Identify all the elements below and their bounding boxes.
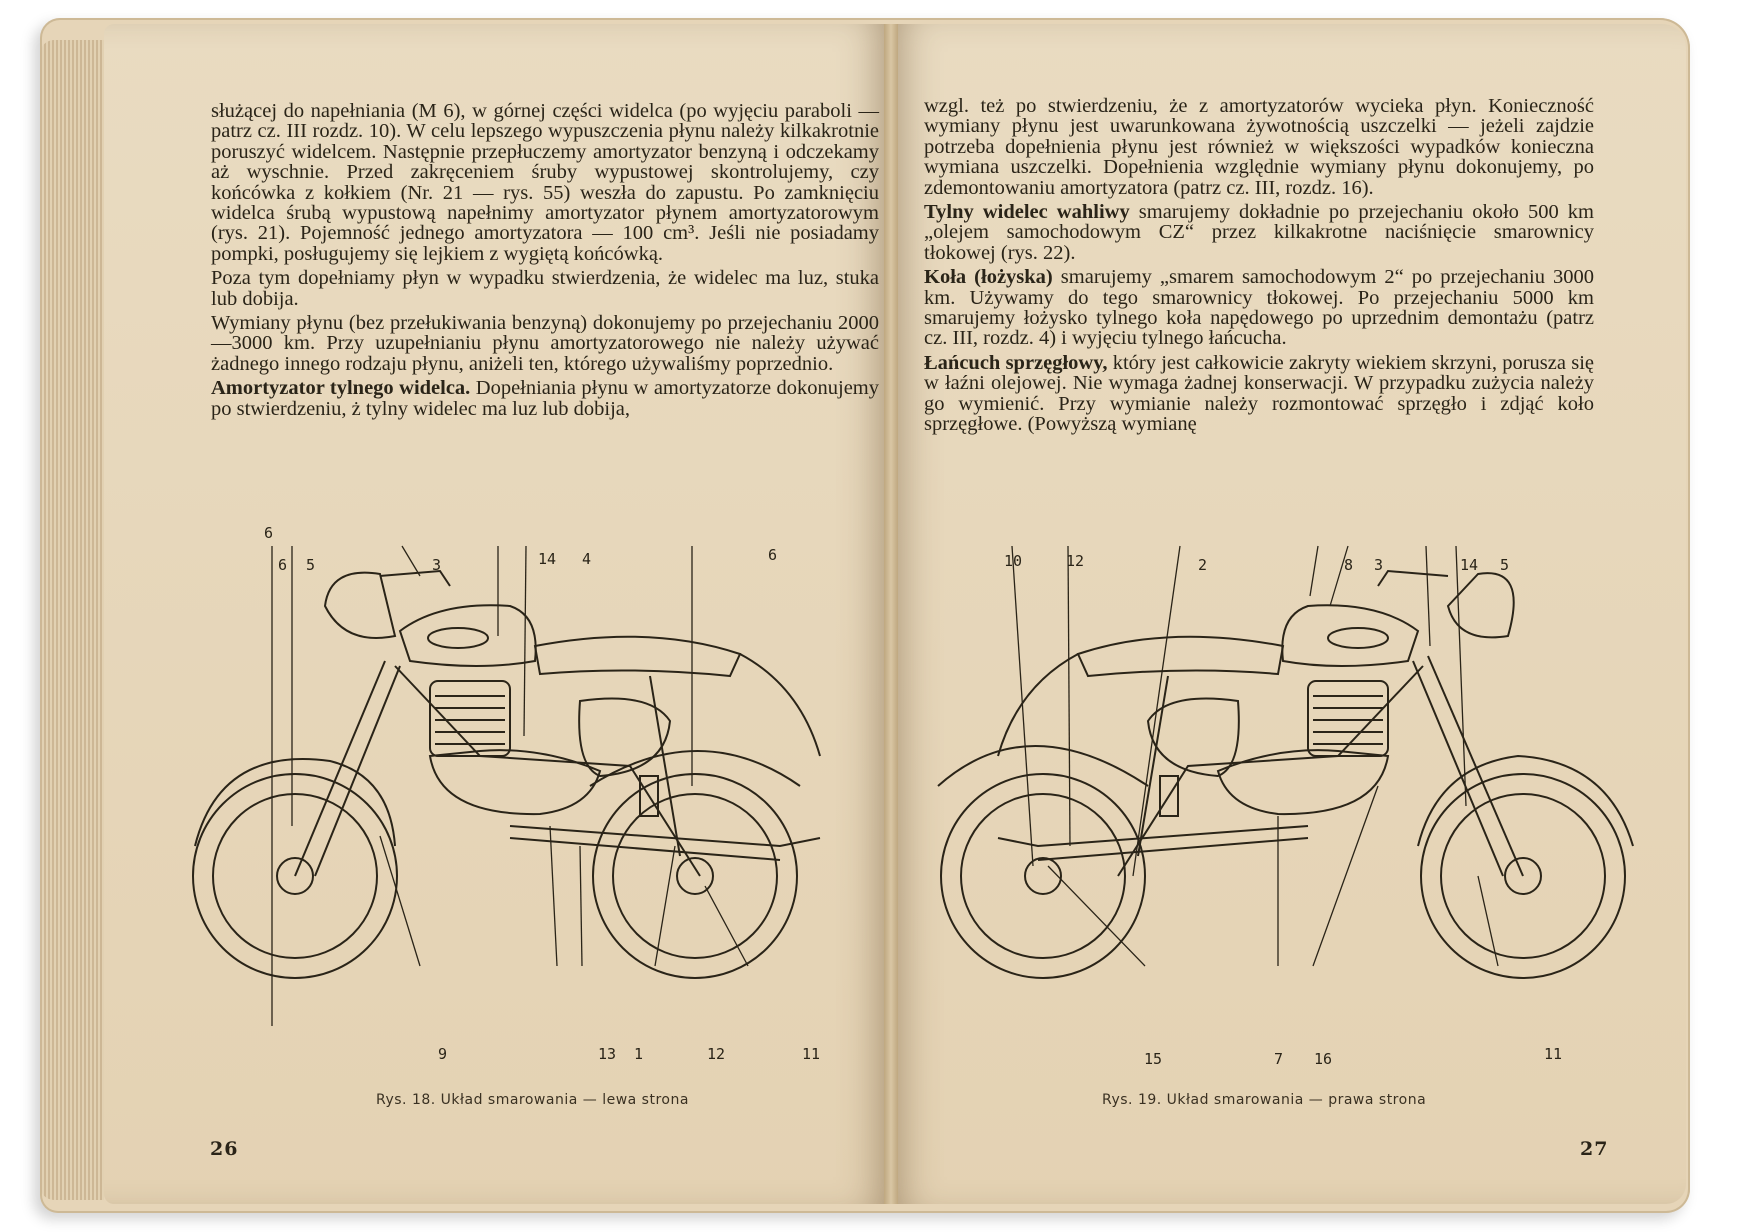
figure-caption: Rys. 19. Układ smarowania — prawa strona (1102, 1092, 1427, 1108)
callout-label: 11 (1544, 1045, 1563, 1063)
paragraph: służącej do napełniania (M 6), w górnej części widelca (po wyjęciu paraboli — patrz cz. III rozdz. 10). W celu lepszego wypuszczenia płynu należy kilkakrotnie poruszyć widelcem. Następnie przepłuczemy amortyzator benzyną i odczekamy aż wyschnie. Przed zakręceniem śruby wypustowej skontrolujemy, czy końcówka z kołkiem (Nr. 21 — rys. 55) weszła do zapustu. Po zamknięciu widelca śrubą wypustową napełnimy amortyzator płynem amortyzatorowym (rys. 21). Pojemność jednego amortyzatora — 100 cm³. Jeśli nie posiadamy pompki, posługujemy się lejkiem z wygiętą końcówką. (211, 100, 879, 265)
paragraph (924, 202, 1594, 263)
motorcycle-left-side-diagram (180, 524, 900, 1066)
callout-label: 13 (598, 1045, 617, 1063)
callout-label: 11 (802, 1045, 821, 1063)
left-page-text (211, 101, 879, 423)
callout-label: 9 (438, 1045, 448, 1063)
page-edges (40, 40, 104, 1200)
paragraph: wzgl. też po stwierdzeniu, że z amortyzatorów wycieka płyn. Konieczność wymiany płynu jest uwarunkowana żywotnością uszczelki — jeżeli zajdzie potrzeba dopełnienia płynu jest również w większości wypadków konieczna wymiana uszczelki. Dopełnienia względnie wymiany płynu dokonujemy, po zdemontowaniu amortyzatora (patrz cz. III, rozdz. 16). (924, 95, 1594, 199)
callout-label: 16 (1314, 1050, 1333, 1068)
callout-label: 8 (1344, 556, 1354, 574)
callout-label: 10 (1004, 552, 1023, 570)
motorcycle-right-side-diagram (918, 546, 1638, 1066)
paragraph (924, 267, 1594, 349)
section-heading: Łańcuch sprzęgłowy, (924, 351, 1108, 374)
callout-label: 1 (634, 1045, 644, 1063)
section-heading: Amortyzator tylnego widelca. (211, 377, 471, 400)
callout-label: 15 (1144, 1050, 1163, 1068)
callout-6: 6 (264, 524, 274, 542)
paragraph (211, 378, 879, 419)
section-heading: Tylny widelec wahliwy (924, 201, 1130, 224)
callout-label: 3 (1374, 556, 1384, 574)
callout-label: 3 (432, 556, 442, 574)
paragraph: Wymiany płynu (bez przełukiwania benzyną) dokonujemy po przejechaniu 2000—3000 km. Przy uzupełnianiu płynu amortyzatorowego nie należy używać żadnego innego rodzaju płynu, aniżeli ten, którego używaliśmy poprzednio. (211, 312, 879, 375)
callout-label: 5 (1500, 556, 1510, 574)
callout-label: 14 (1460, 556, 1479, 574)
callout-label: 12 (1066, 552, 1085, 570)
callout-label: 4 (582, 550, 592, 568)
paragraph: Poza tym dopełniamy płyn w wypadku stwierdzenia, że widelec ma luz, stuka lub dobija. (211, 267, 879, 310)
callout-label: 7 (1274, 1050, 1284, 1068)
section-heading: Koła (łożyska) (924, 266, 1053, 289)
callout-label: 6 (768, 546, 778, 564)
figure-caption: Rys. 18. Układ smarowania — lewa strona (376, 1092, 689, 1108)
paragraph-text: który jest całkowicie zakryty wiekiem skrzyni, porusza się w łaźni olejowej. Nie wymaga żadnej konserwacji. W przypadku zużycia należy go wymienić. Przy wymianie należy rozmontować sprzęgło i zdjąć koło sprzęgłowe. (Powyższą wymianę (924, 351, 1594, 436)
callout-label: 14 (538, 550, 557, 568)
callout-label: 5 (306, 556, 316, 574)
callout-label: 12 (707, 1045, 726, 1063)
paragraph-text: smarujemy „smarem samochodowym 2“ po przejechaniu 3000 km. Używamy do tego smarownicy tłokowej. Po przejechaniu 5000 km smarujemy łożysko tylnego koła napędowego po uprzednim demontażu (patrz cz. III, rozdz. 4) i wyjęciu tylnego łańcucha. (924, 266, 1595, 350)
callout-label: 2 (1198, 556, 1208, 574)
right-page-text (924, 96, 1594, 439)
paragraph-text: smarujemy dokładnie po przejechaniu około 500 km „olejem samochodowym CZ“ przez kilkakrotne naciśnięcie smarownicy tłokowej (rys. 22). (924, 201, 1595, 264)
paragraph-text: Dopełniania płynu w amortyzatorze dokonujemy po stwierdzeniu, ż tylny widelec ma luz lub dobija, (211, 377, 879, 420)
callout-label: 6 (278, 556, 288, 574)
page-number: 27 (1580, 1138, 1609, 1160)
page-number: 26 (210, 1138, 239, 1160)
paragraph (924, 353, 1594, 435)
